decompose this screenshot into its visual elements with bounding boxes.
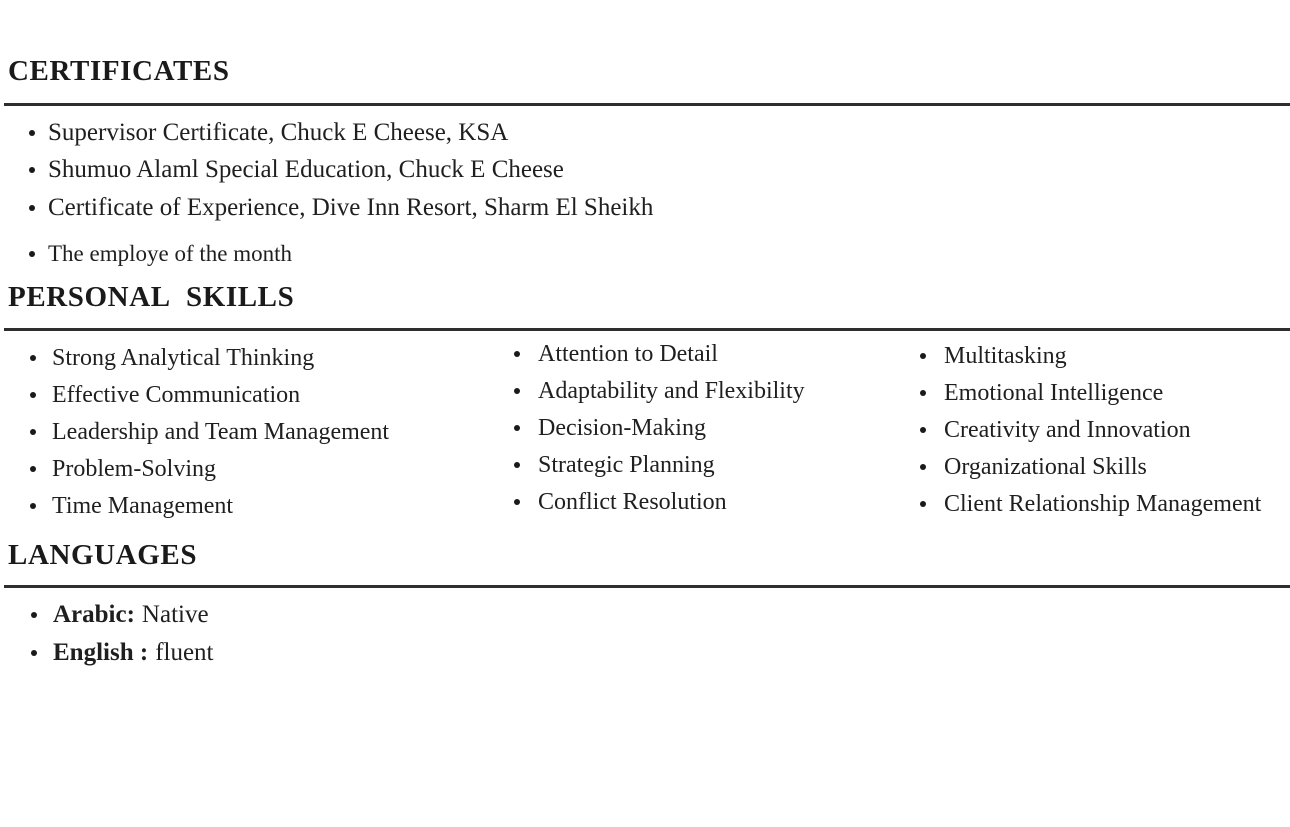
bullet-icon [31, 612, 37, 618]
list-item [31, 602, 214, 628]
bullet-icon [31, 650, 37, 656]
list-item [30, 456, 389, 482]
list-item-text: Leadership and Team Management [52, 419, 390, 445]
bullet-icon [514, 462, 520, 468]
bullet-icon [920, 464, 926, 470]
list-item-text: Supervisor Certificate, Chuck E Cheese, KSA [48, 119, 509, 146]
bullet-icon [30, 429, 36, 435]
bullet-icon [29, 251, 35, 257]
languages-heading: LANGUAGES [8, 539, 198, 571]
languages-list [31, 602, 214, 666]
list-item [29, 195, 653, 221]
bullet-icon [29, 167, 35, 173]
list-item [29, 241, 653, 267]
personal-skills-heading: PERSONAL SKILLS [8, 281, 295, 313]
list-item [30, 345, 389, 371]
bullet-icon [29, 205, 35, 211]
bullet-icon [30, 466, 36, 472]
bullet-icon [920, 501, 926, 507]
list-item-text: Creativity and Innovation [944, 417, 1191, 443]
list-item [920, 343, 1261, 369]
bullet-icon [30, 355, 36, 361]
list-item [514, 452, 805, 478]
bullet-icon [30, 503, 36, 509]
list-item-text: Decision-Making [538, 415, 706, 441]
list-item-text: Organizational Skills [944, 454, 1147, 480]
list-item-text: Certificate of Experience, Dive Inn Resort, Sharm El Sheikh [48, 194, 654, 221]
language-name: Arabic: [53, 601, 135, 628]
languages-rule [4, 585, 1290, 588]
bullet-icon [514, 388, 520, 394]
list-item-text: Emotional Intelligence [944, 380, 1164, 406]
bullet-icon [920, 390, 926, 396]
list-item-text: Shumuo Alaml Special Education, Chuck E Cheese [48, 156, 564, 183]
list-item [29, 157, 653, 183]
bullet-icon [514, 425, 520, 431]
list-item-text: Problem-Solving [52, 456, 217, 482]
list-item [30, 419, 389, 445]
bullet-icon [920, 427, 926, 433]
skills-column-3 [920, 343, 1261, 517]
certificates-heading: CERTIFICATES [8, 55, 230, 87]
list-item [514, 415, 805, 441]
list-item-text: Strong Analytical Thinking [52, 345, 315, 371]
certificates-list [29, 120, 653, 267]
bullet-icon [30, 392, 36, 398]
list-item [920, 417, 1261, 443]
bullet-icon [514, 499, 520, 505]
list-item [514, 489, 805, 515]
list-item-text: Strategic Planning [538, 452, 715, 478]
list-item [920, 454, 1261, 480]
list-item-text: Adaptability and Flexibility [538, 378, 805, 404]
list-item [31, 640, 214, 666]
skills-column-2 [514, 341, 805, 515]
list-item-text: Conflict Resolution [538, 489, 727, 515]
bullet-icon [514, 351, 520, 357]
list-item-text: Time Management [52, 493, 234, 519]
list-item-text: Multitasking [944, 343, 1067, 369]
list-item [29, 120, 653, 146]
list-item-text: The employe of the month [48, 241, 292, 266]
list-item-text: Attention to Detail [538, 341, 718, 367]
list-item-text: Effective Communication [52, 382, 301, 408]
list-item [30, 382, 389, 408]
language-level: Native [141, 601, 209, 628]
personal-skills-rule [4, 328, 1290, 331]
certificates-rule [4, 103, 1290, 106]
list-item [920, 380, 1261, 406]
list-item [514, 341, 805, 367]
list-item-text: Client Relationship Management [944, 491, 1262, 517]
language-level: fluent [155, 639, 214, 666]
skills-column-1 [30, 345, 389, 519]
list-item [30, 493, 389, 519]
bullet-icon [29, 130, 35, 136]
bullet-icon [920, 353, 926, 359]
list-item [514, 378, 805, 404]
list-item [920, 491, 1261, 517]
language-name: English : [53, 639, 149, 666]
